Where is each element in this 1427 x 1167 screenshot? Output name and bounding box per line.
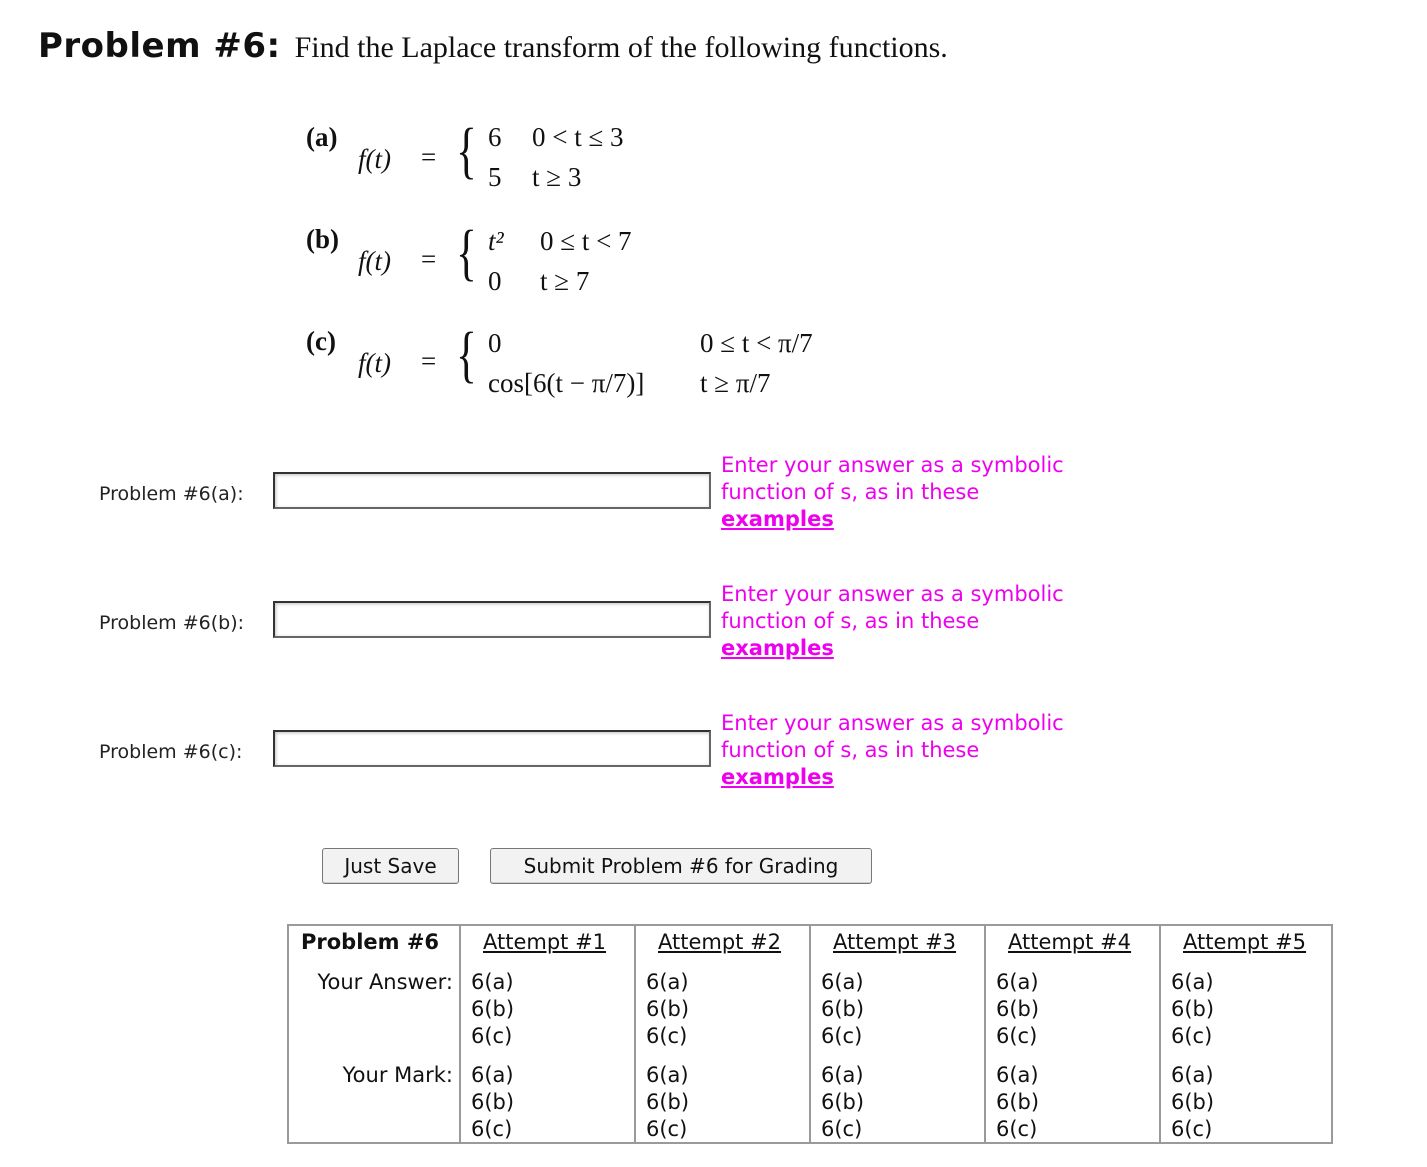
list-item: 6(a) — [646, 970, 689, 994]
attempt-1-link[interactable]: Attempt #1 — [483, 930, 607, 954]
submit-grading-button[interactable]: Submit Problem #6 for Grading — [490, 848, 872, 884]
list-item: 6(b) — [471, 997, 515, 1021]
examples-link[interactable]: examples — [721, 765, 834, 789]
left-brace: { — [456, 219, 477, 287]
part-b — [306, 219, 726, 304]
equals-sign: = — [421, 244, 437, 274]
case-value: cos[6(t − π/7)] — [488, 368, 645, 398]
case-condition: t ≥ 7 — [540, 266, 590, 296]
part-label: (c) — [306, 326, 336, 356]
case-condition: t ≥ 3 — [532, 162, 582, 192]
attempt-column — [459, 926, 634, 1142]
attempt-5-link[interactable]: Attempt #5 — [1183, 930, 1307, 954]
attempt-column — [984, 926, 1159, 1142]
list-item: 6(c) — [646, 1024, 688, 1048]
list-item: 6(c) — [821, 1117, 863, 1141]
list-item: 6(b) — [1171, 1090, 1215, 1114]
list-item: 6(a) — [996, 1063, 1039, 1087]
list-item: 6(c) — [996, 1024, 1038, 1048]
list-item: 6(b) — [646, 1090, 690, 1114]
mark-cell — [471, 1062, 514, 1143]
problem-statement: Find the Laplace transform of the following functions. — [294, 31, 948, 64]
attempt-3-link[interactable]: Attempt #3 — [833, 930, 957, 954]
just-save-button[interactable]: Just Save — [322, 848, 459, 884]
part-a — [306, 117, 726, 202]
list-item: 6(a) — [1171, 970, 1214, 994]
case-condition: 0 < t ≤ 3 — [532, 122, 624, 152]
attempt-column — [809, 926, 984, 1142]
answer-hint — [721, 710, 1101, 791]
problem-header — [38, 26, 948, 66]
list-item: 6(a) — [1171, 1063, 1214, 1087]
part-label: (a) — [306, 122, 338, 152]
case-condition: 0 ≤ t < 7 — [540, 226, 632, 256]
list-item: 6(a) — [471, 1063, 514, 1087]
list-item: 6(c) — [996, 1117, 1038, 1141]
list-item: 6(c) — [646, 1117, 688, 1141]
list-item: 6(c) — [471, 1024, 513, 1048]
list-item: 6(b) — [996, 997, 1040, 1021]
list-item: 6(a) — [996, 970, 1039, 994]
answer-hint — [721, 581, 1101, 662]
list-item: 6(b) — [646, 997, 690, 1021]
attempt-2-link[interactable]: Attempt #2 — [658, 930, 782, 954]
problem-6b-label: Problem #6(b): — [99, 612, 245, 634]
left-brace: { — [456, 117, 477, 185]
list-item: 6(b) — [821, 1090, 865, 1114]
case-condition: 0 ≤ t < π/7 — [700, 328, 813, 358]
case-value: 0 — [488, 328, 502, 358]
mark-cell — [821, 1062, 864, 1143]
hint-text: Enter your answer as a symbolic function of s, as in these — [721, 711, 1064, 762]
list-item: 6(a) — [471, 970, 514, 994]
list-item: 6(a) — [821, 1063, 864, 1087]
case-value: 0 — [488, 266, 502, 296]
mark-cell — [996, 1062, 1039, 1143]
hint-text: Enter your answer as a symbolic function of s, as in these — [721, 453, 1064, 504]
list-item: 6(b) — [471, 1090, 515, 1114]
problem-6a-label: Problem #6(a): — [99, 483, 244, 505]
answer-cell — [471, 969, 514, 1050]
table-title: Problem #6 — [301, 930, 440, 954]
answer-6a-input[interactable] — [273, 472, 711, 509]
attempts-table — [287, 924, 1333, 1144]
answer-cell — [996, 969, 1039, 1050]
case-value: 5 — [488, 162, 502, 192]
answer-6c-input[interactable] — [273, 730, 711, 767]
problem-title: Problem #6: — [38, 26, 281, 66]
part-label: (b) — [306, 224, 339, 254]
mark-cell — [646, 1062, 689, 1143]
answer-cell — [646, 969, 689, 1050]
list-item: 6(c) — [1171, 1117, 1213, 1141]
list-item: 6(a) — [821, 970, 864, 994]
function-name: f(t) — [358, 144, 391, 174]
function-name: f(t) — [358, 246, 391, 276]
attempt-column — [634, 926, 809, 1142]
left-brace: { — [456, 321, 477, 389]
list-item: 6(b) — [996, 1090, 1040, 1114]
answer-hint — [721, 452, 1101, 533]
answer-cell — [1171, 969, 1214, 1050]
your-answer-label: Your Answer: — [317, 970, 453, 994]
list-item: 6(b) — [1171, 997, 1215, 1021]
case-value: 6 — [488, 122, 502, 152]
answer-6b-input[interactable] — [273, 601, 711, 638]
hint-text: Enter your answer as a symbolic function of s, as in these — [721, 582, 1064, 633]
examples-link[interactable]: examples — [721, 636, 834, 660]
attempt-column — [1159, 926, 1333, 1142]
function-name: f(t) — [358, 348, 391, 378]
equals-sign: = — [421, 346, 437, 376]
part-c — [306, 321, 886, 406]
list-item: 6(c) — [821, 1024, 863, 1048]
equals-sign: = — [421, 142, 437, 172]
case-condition: t ≥ π/7 — [700, 368, 771, 398]
mark-cell — [1171, 1062, 1214, 1143]
case-value: t² — [488, 226, 504, 256]
table-label-column — [289, 926, 459, 1142]
list-item: 6(c) — [471, 1117, 513, 1141]
examples-link[interactable]: examples — [721, 507, 834, 531]
list-item: 6(c) — [1171, 1024, 1213, 1048]
list-item: 6(b) — [821, 997, 865, 1021]
attempt-4-link[interactable]: Attempt #4 — [1008, 930, 1132, 954]
list-item: 6(a) — [646, 1063, 689, 1087]
answer-cell — [821, 969, 864, 1050]
problem-6c-label: Problem #6(c): — [99, 741, 243, 763]
your-mark-label: Your Mark: — [342, 1063, 453, 1087]
